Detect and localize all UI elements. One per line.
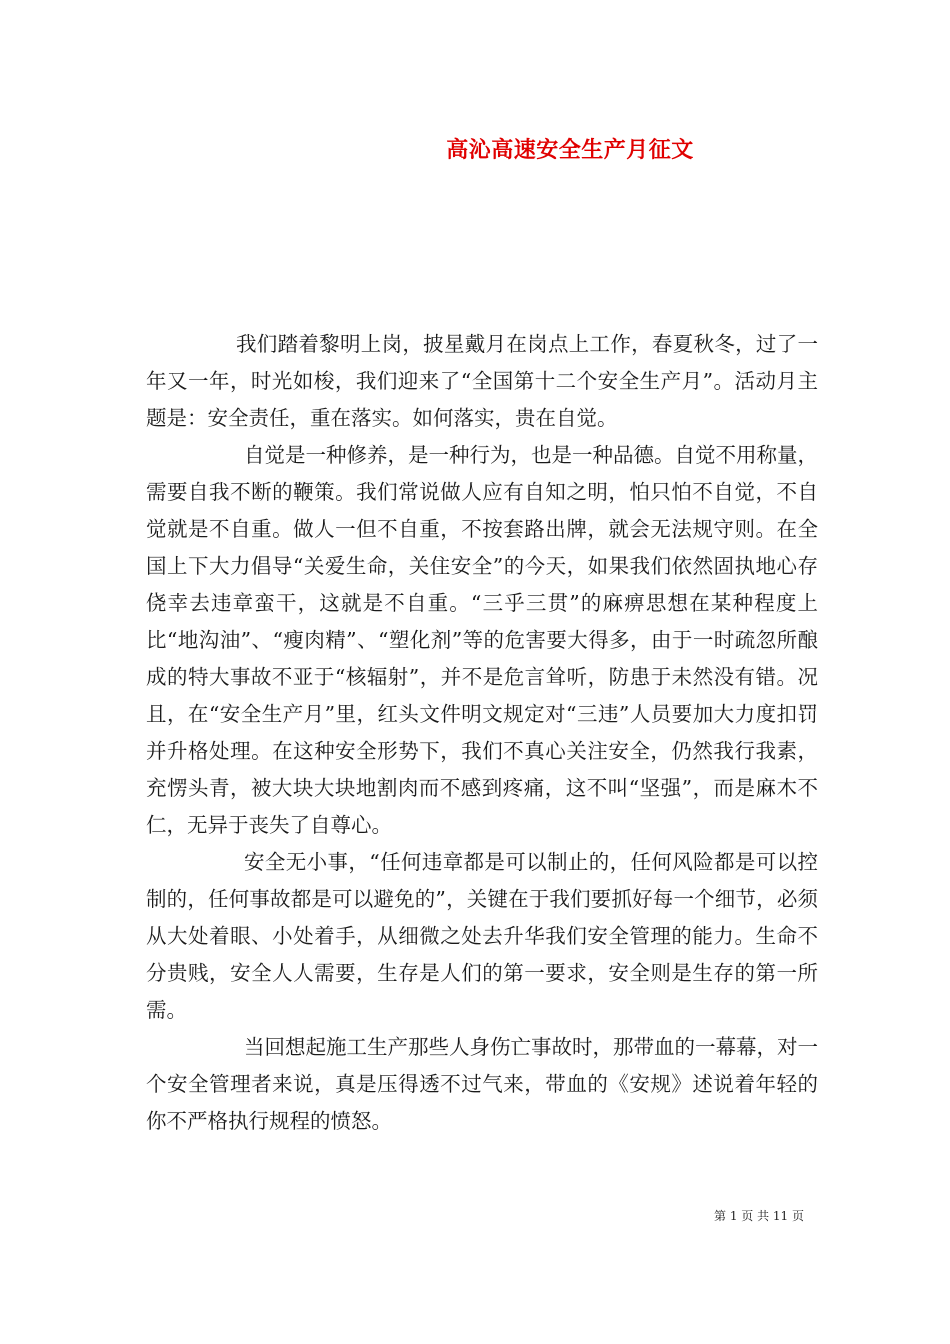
page-number: 第 1 页 共 11 页	[714, 1209, 804, 1223]
document-title: 高沁高速安全生产月征文	[446, 137, 694, 163]
paragraph-1: 我们踏着黎明上岗，披星戴月在岗点上工作，春夏秋冬，过了一年又一年，时光如梭，我们迎来了“全国第十二个安全生产月”。活动月主题是：安全责任，重在落实。如何落实，贵在自觉。	[146, 332, 818, 430]
paragraph-3: 安全无小事，“任何违章都是可以制止的，任何风险都是可以控制的，任何事故都是可以避免的”，关键在于我们要抓好每一个细节，必须从大处着眼、小处着手，从细微之处去升华我们安全管理的能力。生命不分贵贱，安全人人需要，生存是人们的第一要求，安全则是生存的第一所需。	[146, 850, 818, 1022]
paragraph-2: 自觉是一种修养，是一种行为，也是一种品德。自觉不用称量，需要自我不断的鞭策。我们常说做人应有自知之明，怕只怕不自觉，不自觉就是不自重。做人一但不自重，不按套路出牌，就会无法规守则。在全国上下大力倡导“关爱生命，关住安全”的今天，如果我们依然固执地心存侥幸去违章蛮干，这就是不自重。“三乎三贯”的麻痹思想在某种程度上比“地沟油”、“瘦肉精”、“塑化剂”等的危害要大得多，由于一时疏忽所酿成的特大事故不亚于“核辐射”，并不是危言耸听，防患于未然没有错。况且，在“安全生产月”里，红头文件明文规定对“三违”人员要加大力度扣罚并升格处理。在这种安全形势下，我们不真心关注安全，仍然我行我素，充愣头青，被大块大块地割肉而不感到疼痛，这不叫“坚强”，而是麻木不仁，无异于丧失了自尊心。	[146, 443, 818, 837]
document-body	[146, 326, 818, 1140]
paragraph-4: 当回想起施工生产那些人身伤亡事故时，那带血的一幕幕，对一个安全管理者来说，真是压得透不过气来，带血的《安规》述说着年轻的你不严格执行规程的愤怒。	[146, 1035, 818, 1133]
